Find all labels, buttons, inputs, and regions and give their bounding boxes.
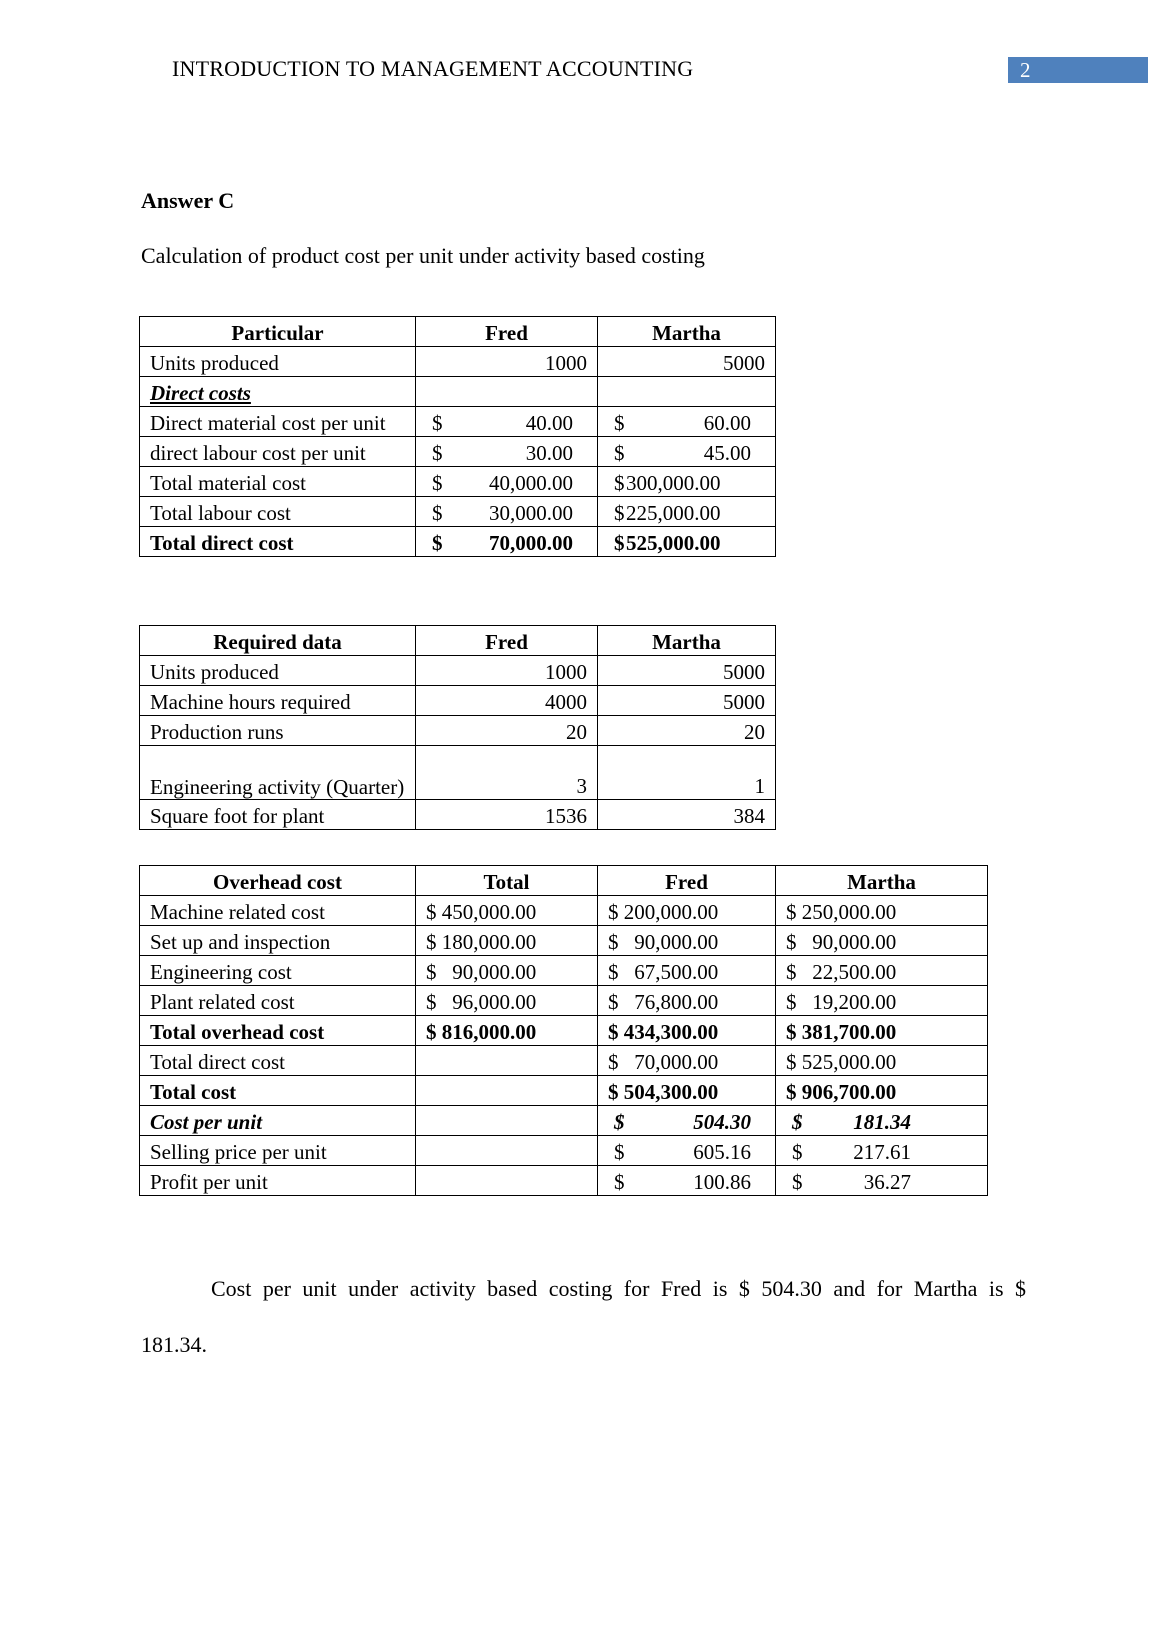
table-row [140,1166,988,1196]
table-row [140,437,776,467]
currency-symbol: $ [614,441,625,465]
amount: 504.30 [693,1110,751,1134]
column-header: Overhead cost [140,866,416,896]
fred-value: $ 90,000.00 [598,926,776,956]
currency-symbol: $ [432,531,443,555]
table-header-row [140,626,776,656]
row-label: Total labour cost [140,497,416,527]
fred-value [598,1106,776,1136]
row-label: Total material cost [140,467,416,497]
martha-value [598,527,776,557]
fred-value: 20 [416,716,598,746]
amount: 40.00 [525,411,573,435]
page-number-badge: 2 [1008,57,1148,83]
table-row [140,1136,988,1166]
amount: 60.00 [703,411,751,435]
currency-symbol: $ [432,501,443,525]
fred-value [416,407,598,437]
table-row [140,497,776,527]
row-label [140,1106,416,1136]
currency-symbol: $ [614,531,625,555]
martha-value: $ 381,700.00 [776,1016,988,1046]
column-header: Fred [598,866,776,896]
martha-value: $ 525,000.00 [776,1046,988,1076]
table-row [140,347,776,377]
table-row [140,926,988,956]
table-row [140,656,776,686]
table-row [140,896,988,926]
currency-symbol: $ [614,471,625,495]
martha-value: 384 [598,800,776,830]
fred-value: $ 434,300.00 [598,1016,776,1046]
fred-value: 1000 [416,347,598,377]
total-value: $ 180,000.00 [416,926,598,956]
martha-value [598,437,776,467]
martha-value: $ 22,500.00 [776,956,988,986]
martha-value: $ 19,200.00 [776,986,988,1016]
total-value [416,1106,598,1136]
fred-value [416,437,598,467]
conclusion-line-2: 181.34. [141,1332,207,1357]
required-data-table [139,625,776,830]
table-row [140,377,776,407]
column-header: Martha [598,626,776,656]
martha-value: 5000 [598,686,776,716]
total-value: $ 96,000.00 [416,986,598,1016]
amount: 36.27 [863,1170,911,1194]
table-row [140,467,776,497]
martha-value: 1 [598,746,776,800]
amount: 70,000.00 [489,531,573,555]
empty-cell [598,377,776,407]
fred-value: 1536 [416,800,598,830]
amount: 30,000.00 [489,501,573,525]
amount: 45.00 [703,441,751,465]
martha-value: $ 906,700.00 [776,1076,988,1106]
table-header-row [140,317,776,347]
row-label: direct labour cost per unit [140,437,416,467]
row-label: Total direct cost [140,1046,416,1076]
martha-value: 5000 [598,347,776,377]
fred-value: $ 70,000.00 [598,1046,776,1076]
currency-symbol: $ [792,1140,803,1164]
intro-text: Calculation of product cost per unit under activity based costing [141,243,705,268]
conclusion-line-1: Cost per unit under activity based costing for Fred is $ 504.30 and for Martha is $ [211,1276,1026,1301]
martha-value [776,1166,988,1196]
section-label [140,377,416,407]
row-label: Selling price per unit [140,1136,416,1166]
amount: 525,000.00 [626,531,721,555]
table-row [140,956,988,986]
martha-value: $ 250,000.00 [776,896,988,926]
table-row [140,1076,988,1106]
empty-cell [416,377,598,407]
martha-value [598,467,776,497]
row-label: Machine hours required [140,686,416,716]
total-value [416,1076,598,1106]
overhead-cost-table [139,865,988,1196]
row-label: Direct material cost per unit [140,407,416,437]
table-row [140,407,776,437]
direct-cost-table [139,316,776,557]
fred-value [416,467,598,497]
martha-value [776,1106,988,1136]
fred-value: 3 [416,746,598,800]
fred-value [598,1166,776,1196]
table-row [140,716,776,746]
currency-symbol: $ [792,1170,803,1194]
table-row [140,1016,988,1046]
fred-value: 4000 [416,686,598,716]
table-header-row [140,866,988,896]
amount: 100.86 [693,1170,751,1194]
currency-symbol: $ [614,1170,625,1194]
currency-symbol: $ [614,1140,625,1164]
fred-value [416,497,598,527]
column-header: Particular [140,317,416,347]
column-header: Fred [416,626,598,656]
column-header: Total [416,866,598,896]
currency-symbol: $ [614,1110,625,1134]
total-value [416,1046,598,1076]
row-label: Square foot for plant [140,800,416,830]
amount: 300,000.00 [626,471,721,495]
currency-symbol: $ [792,1110,803,1134]
direct-costs-label: Direct costs [150,381,251,405]
cost-per-unit-label: Cost per unit [150,1110,263,1134]
fred-value: $ 67,500.00 [598,956,776,986]
fred-value: 1000 [416,656,598,686]
row-label: Engineering activity (Quarter) [140,746,416,800]
currency-symbol: $ [614,501,625,525]
amount: 30.00 [525,441,573,465]
martha-value [598,497,776,527]
table-row [140,800,776,830]
answer-heading: Answer C [141,188,235,213]
total-value [416,1136,598,1166]
currency-symbol: $ [614,411,625,435]
row-label: Profit per unit [140,1166,416,1196]
fred-value [416,527,598,557]
column-header: Martha [776,866,988,896]
amount: 225,000.00 [626,501,721,525]
martha-value: $ 90,000.00 [776,926,988,956]
table-row [140,527,776,557]
page-header-title: INTRODUCTION TO MANAGEMENT ACCOUNTING [172,56,694,81]
row-label: Total direct cost [140,527,416,557]
fred-value: $ 504,300.00 [598,1076,776,1106]
row-label: Units produced [140,347,416,377]
total-value [416,1166,598,1196]
column-header: Martha [598,317,776,347]
column-header: Required data [140,626,416,656]
table-row [140,1106,988,1136]
row-label: Total cost [140,1076,416,1106]
currency-symbol: $ [432,411,443,435]
currency-symbol: $ [432,441,443,465]
row-label: Units produced [140,656,416,686]
row-label: Engineering cost [140,956,416,986]
amount: 217.61 [853,1140,911,1164]
amount: 40,000.00 [489,471,573,495]
martha-value [598,407,776,437]
table-row [140,1046,988,1076]
total-value: $ 816,000.00 [416,1016,598,1046]
martha-value: 20 [598,716,776,746]
total-value: $ 90,000.00 [416,956,598,986]
fred-value: $ 76,800.00 [598,986,776,1016]
table-row [140,686,776,716]
total-value: $ 450,000.00 [416,896,598,926]
amount: 181.34 [853,1110,911,1134]
currency-symbol: $ [432,471,443,495]
fred-value [598,1136,776,1166]
martha-value: 5000 [598,656,776,686]
table-row [140,986,988,1016]
row-label: Plant related cost [140,986,416,1016]
amount: 605.16 [693,1140,751,1164]
row-label: Total overhead cost [140,1016,416,1046]
fred-value: $ 200,000.00 [598,896,776,926]
row-label: Machine related cost [140,896,416,926]
martha-value [776,1136,988,1166]
column-header: Fred [416,317,598,347]
table-row [140,746,776,800]
row-label: Production runs [140,716,416,746]
row-label: Set up and inspection [140,926,416,956]
